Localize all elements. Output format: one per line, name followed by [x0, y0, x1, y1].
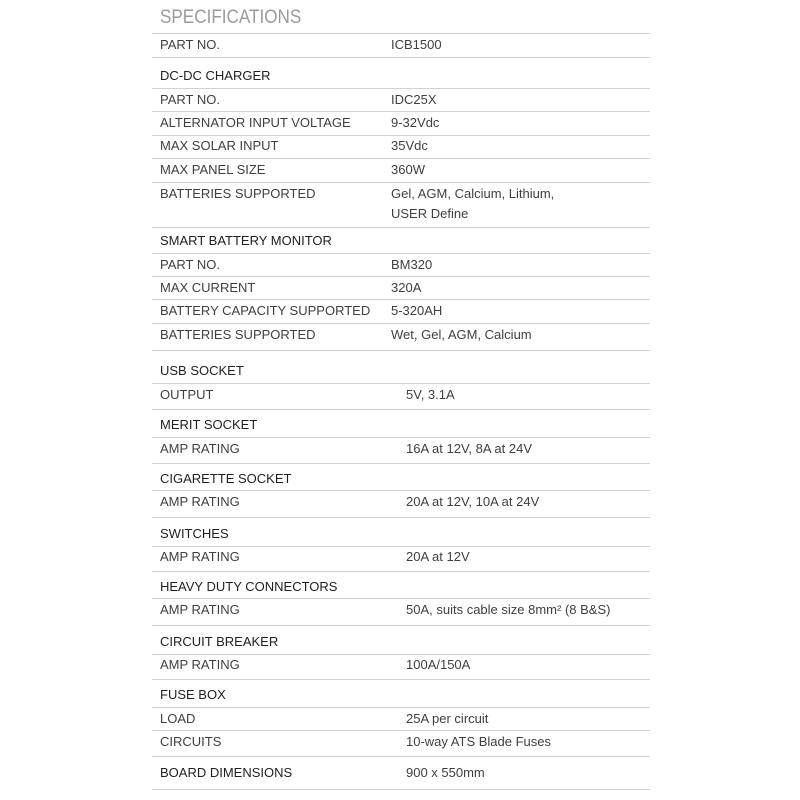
divider	[152, 299, 650, 300]
spec-value: 50A, suits cable size 8mm² (8 B&S)	[406, 602, 611, 617]
spec-row	[0, 387, 800, 403]
divider	[152, 158, 650, 159]
divider	[152, 227, 650, 228]
divider	[152, 409, 650, 410]
divider	[152, 111, 650, 112]
spec-value: 25A per circuit	[406, 711, 489, 726]
spec-row	[0, 711, 800, 727]
spec-label: MAX SOLAR INPUT	[160, 138, 279, 153]
spec-label: MAX CURRENT	[160, 280, 256, 295]
divider	[152, 730, 650, 731]
spec-label: PART NO.	[160, 257, 220, 272]
section-heading-smart-battery-monitor	[0, 233, 800, 249]
section-heading: MERIT SOCKET	[160, 417, 258, 432]
spec-label: AMP RATING	[160, 602, 240, 617]
divider	[152, 33, 650, 34]
spec-label: AMP RATING	[160, 657, 240, 672]
spec-row	[0, 138, 800, 154]
spec-row	[0, 602, 800, 618]
section-heading-merit-socket	[0, 417, 800, 433]
spec-label: PART NO.	[160, 92, 220, 107]
divider	[152, 253, 650, 254]
spec-value: BM320	[391, 257, 433, 272]
spec-value: 5V, 3.1A	[406, 387, 455, 402]
section-heading-circuit-breaker	[0, 634, 800, 650]
spec-title: SPECIFICATIONS	[160, 7, 302, 28]
spec-row	[0, 115, 800, 131]
divider	[152, 707, 650, 708]
divider	[152, 571, 650, 572]
section-heading: USB SOCKET	[160, 363, 244, 378]
spec-label: BATTERY CAPACITY SUPPORTED	[160, 303, 371, 318]
divider	[152, 57, 650, 58]
section-heading-dc-dc-charger	[0, 68, 800, 84]
spec-value: 100A/150A	[406, 657, 471, 672]
spec-row	[0, 280, 800, 296]
spec-value: 9-32Vdc	[391, 115, 440, 130]
divider	[152, 598, 650, 599]
divider	[152, 350, 650, 351]
divider	[152, 654, 650, 655]
spec-value: Gel, AGM, Calcium, Lithium,	[391, 186, 555, 201]
divider	[152, 383, 650, 384]
spec-value: 360W	[391, 162, 425, 177]
section-heading: DC-DC CHARGER	[160, 68, 271, 83]
divider	[152, 88, 650, 89]
divider	[152, 679, 650, 680]
section-heading: SWITCHES	[160, 526, 229, 541]
section-heading: FUSE BOX	[160, 687, 226, 702]
divider	[152, 463, 650, 464]
spec-row	[0, 441, 800, 457]
spec-value: 20A at 12V	[406, 549, 470, 564]
spec-label: LOAD	[160, 711, 196, 726]
spec-row-product-part-no	[0, 37, 800, 53]
section-heading-switches	[0, 526, 800, 542]
divider	[152, 789, 650, 790]
spec-row	[0, 162, 800, 178]
spec-value: 5-320AH	[391, 303, 443, 318]
spec-label: ALTERNATOR INPUT VOLTAGE	[160, 115, 351, 130]
spec-row	[0, 734, 800, 750]
divider	[152, 756, 650, 757]
spec-label: BATTERIES SUPPORTED	[160, 186, 316, 201]
spec-value: Wet, Gel, AGM, Calcium	[391, 327, 532, 342]
divider	[152, 276, 650, 277]
divider	[152, 182, 650, 183]
spec-label: AMP RATING	[160, 494, 240, 509]
section-heading-usb-socket	[0, 363, 800, 379]
divider	[152, 517, 650, 518]
spec-row	[0, 327, 800, 343]
spec-label: AMP RATING	[160, 441, 240, 456]
spec-row	[0, 92, 800, 108]
spec-label: MAX PANEL SIZE	[160, 162, 266, 177]
divider	[152, 437, 650, 438]
spec-value-continued: USER Define	[391, 206, 469, 221]
section-heading: HEAVY DUTY CONNECTORS	[160, 579, 338, 594]
spec-row	[0, 257, 800, 273]
spec-label: CIRCUITS	[160, 734, 222, 749]
spec-label: BOARD DIMENSIONS	[160, 765, 293, 780]
section-heading: CIRCUIT BREAKER	[160, 634, 279, 649]
section-heading-cigarette-socket	[0, 471, 800, 487]
spec-value: 900 x 550mm	[406, 765, 485, 780]
spec-row	[0, 549, 800, 565]
divider	[152, 135, 650, 136]
spec-value: 20A at 12V, 10A at 24V	[406, 494, 540, 509]
spec-row	[0, 494, 800, 510]
section-heading: SMART BATTERY MONITOR	[160, 233, 332, 248]
divider	[152, 490, 650, 491]
spec-label: BATTERIES SUPPORTED	[160, 327, 316, 342]
spec-row	[0, 657, 800, 673]
spec-value: IDC25X	[391, 92, 437, 107]
spec-label: AMP RATING	[160, 549, 240, 564]
section-heading-fuse-box	[0, 687, 800, 703]
spec-value: 320A	[391, 280, 422, 295]
spec-row	[0, 303, 800, 319]
divider	[152, 625, 650, 626]
spec-label: PART NO.	[160, 37, 220, 52]
spec-value: 35Vdc	[391, 138, 428, 153]
divider	[152, 546, 650, 547]
spec-value: ICB1500	[391, 37, 442, 52]
divider	[152, 323, 650, 324]
spec-row-board-dimensions	[0, 765, 800, 781]
spec-label: OUTPUT	[160, 387, 214, 402]
section-heading: CIGARETTE SOCKET	[160, 471, 292, 486]
spec-value: 16A at 12V, 8A at 24V	[406, 441, 533, 456]
spec-row	[0, 186, 800, 222]
section-heading-heavy-duty-connectors	[0, 579, 800, 595]
spec-value: 10-way ATS Blade Fuses	[406, 734, 551, 749]
